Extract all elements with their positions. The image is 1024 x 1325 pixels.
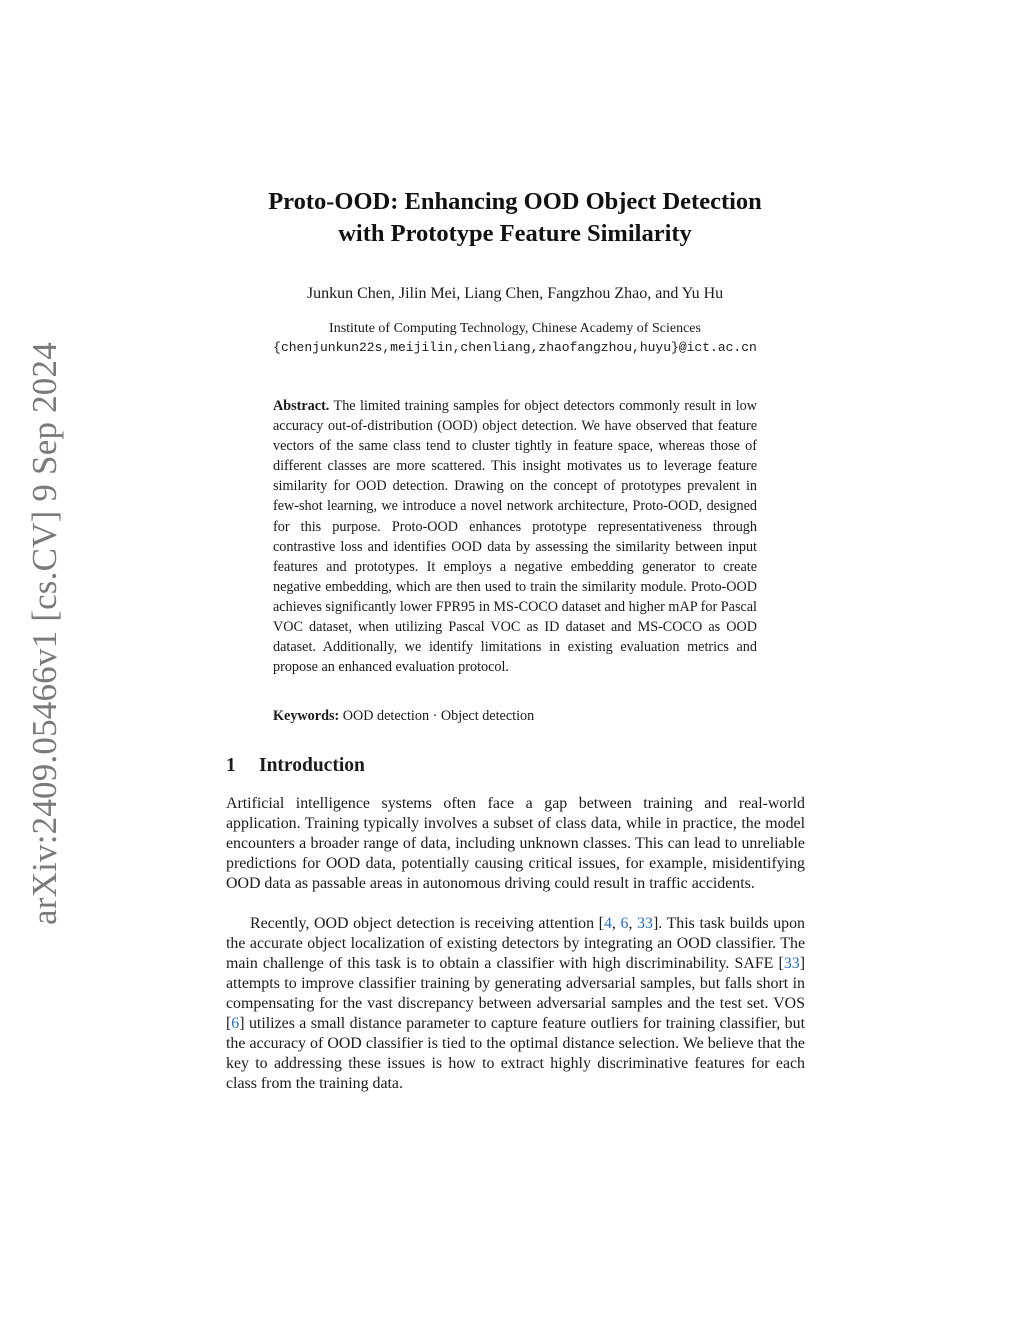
intro-paragraph-1: Artificial intelligence systems often face a gap between training and real-world application. Training typically involves a subset of class data, while in practice, the model encounters a broader range of data, including unknown classes. This can lead to unreliable predictions for OOD data, potentially causing critical issues, for example, misidentifying OOD data as passable areas in autonomous driving could result in traffic accidents. xyxy=(226,795,805,892)
keywords-text: OOD detection · Object detection xyxy=(342,708,535,724)
title-line-1: Proto-OOD: Enhancing OOD Object Detection xyxy=(268,188,762,215)
abstract-block xyxy=(273,396,757,677)
paper-title xyxy=(200,186,830,250)
para2-text-2: ]. This task builds upon the accurate object localization of existing detectors by integrating an OOD classifier. The main challenge of this task is to obtain a classifier with high discriminability. SAFE [ xyxy=(226,915,805,972)
keywords-label: Keywords: xyxy=(273,708,340,724)
section-number: 1 xyxy=(226,755,236,776)
arxiv-identifier-stamp: arXiv:2409.05466v1 [cs.CV] 9 Sep 2024 xyxy=(25,342,64,925)
citation-separator: , xyxy=(611,915,621,932)
citation-separator: , xyxy=(628,915,638,932)
abstract-label: Abstract. xyxy=(273,398,330,414)
citation-link-33[interactable]: 33 xyxy=(637,915,653,932)
intro-paragraph-2 xyxy=(226,914,805,1094)
title-line-2: with Prototype Feature Similarity xyxy=(338,220,692,247)
section-heading-introduction xyxy=(226,754,365,778)
para2-text-1: Recently, OOD object detection is receiving attention [ xyxy=(250,915,604,932)
section-title: Introduction xyxy=(259,755,365,776)
para2-text-4: ] utilizes a small distance parameter to capture feature outliers for training classifier, but the accuracy of OOD classifier is tied to the optimal distance selection. We believe that the key to addressing these issues is how to extract highly discriminative features for each class from the training data. xyxy=(226,1015,805,1092)
citation-link-6-vos[interactable]: 6 xyxy=(231,1015,240,1032)
author-emails: {chenjunkun22s,meijilin,chenliang,zhaofangzhou,huyu}@ict.ac.cn xyxy=(273,340,757,355)
author-list: Junkun Chen, Jilin Mei, Liang Chen, Fangzhou Zhao, and Yu Hu xyxy=(306,285,724,302)
author-affiliation: Institute of Computing Technology, Chinese Academy of Sciences xyxy=(329,321,701,336)
para2-text-3: ] attempts to improve classifier training by generating adversarial samples, but falls short in compensating for the vast discrepancy between adversarial samples and the test set. VOS [ xyxy=(226,955,805,1032)
citation-link-6[interactable]: 6 xyxy=(620,915,629,932)
keywords-block xyxy=(273,706,757,726)
citation-link-4[interactable]: 4 xyxy=(603,915,612,932)
abstract-text: The limited training samples for object detectors commonly result in low accuracy out-of-distribution (OOD) object detection. We have observed that feature vectors of the same class tend to cluster tightly in feature space, whereas those of different classes are more scattered. This insight motivates us to leverage feature similarity for OOD detection. Drawing on the concept of prototypes prevalent in few-shot learning, we introduce a novel network architecture, Proto-OOD, designed for this purpose. Proto-OOD enhances prototype representativeness through contrastive loss and identifies OOD data by assessing the similarity between input features and prototypes. It employs a negative embedding generator to create negative embedding, which are then used to train the similarity module. Proto-OOD achieves significantly lower FPR95 in MS-COCO dataset and higher mAP for Pascal VOC dataset, when utilizing Pascal VOC as ID dataset and MS-COCO as OOD dataset. Additionally, we identify limitations in existing evaluation metrics and propose an enhanced evaluation protocol. xyxy=(273,398,757,676)
citation-link-33-safe[interactable]: 33 xyxy=(783,955,800,972)
